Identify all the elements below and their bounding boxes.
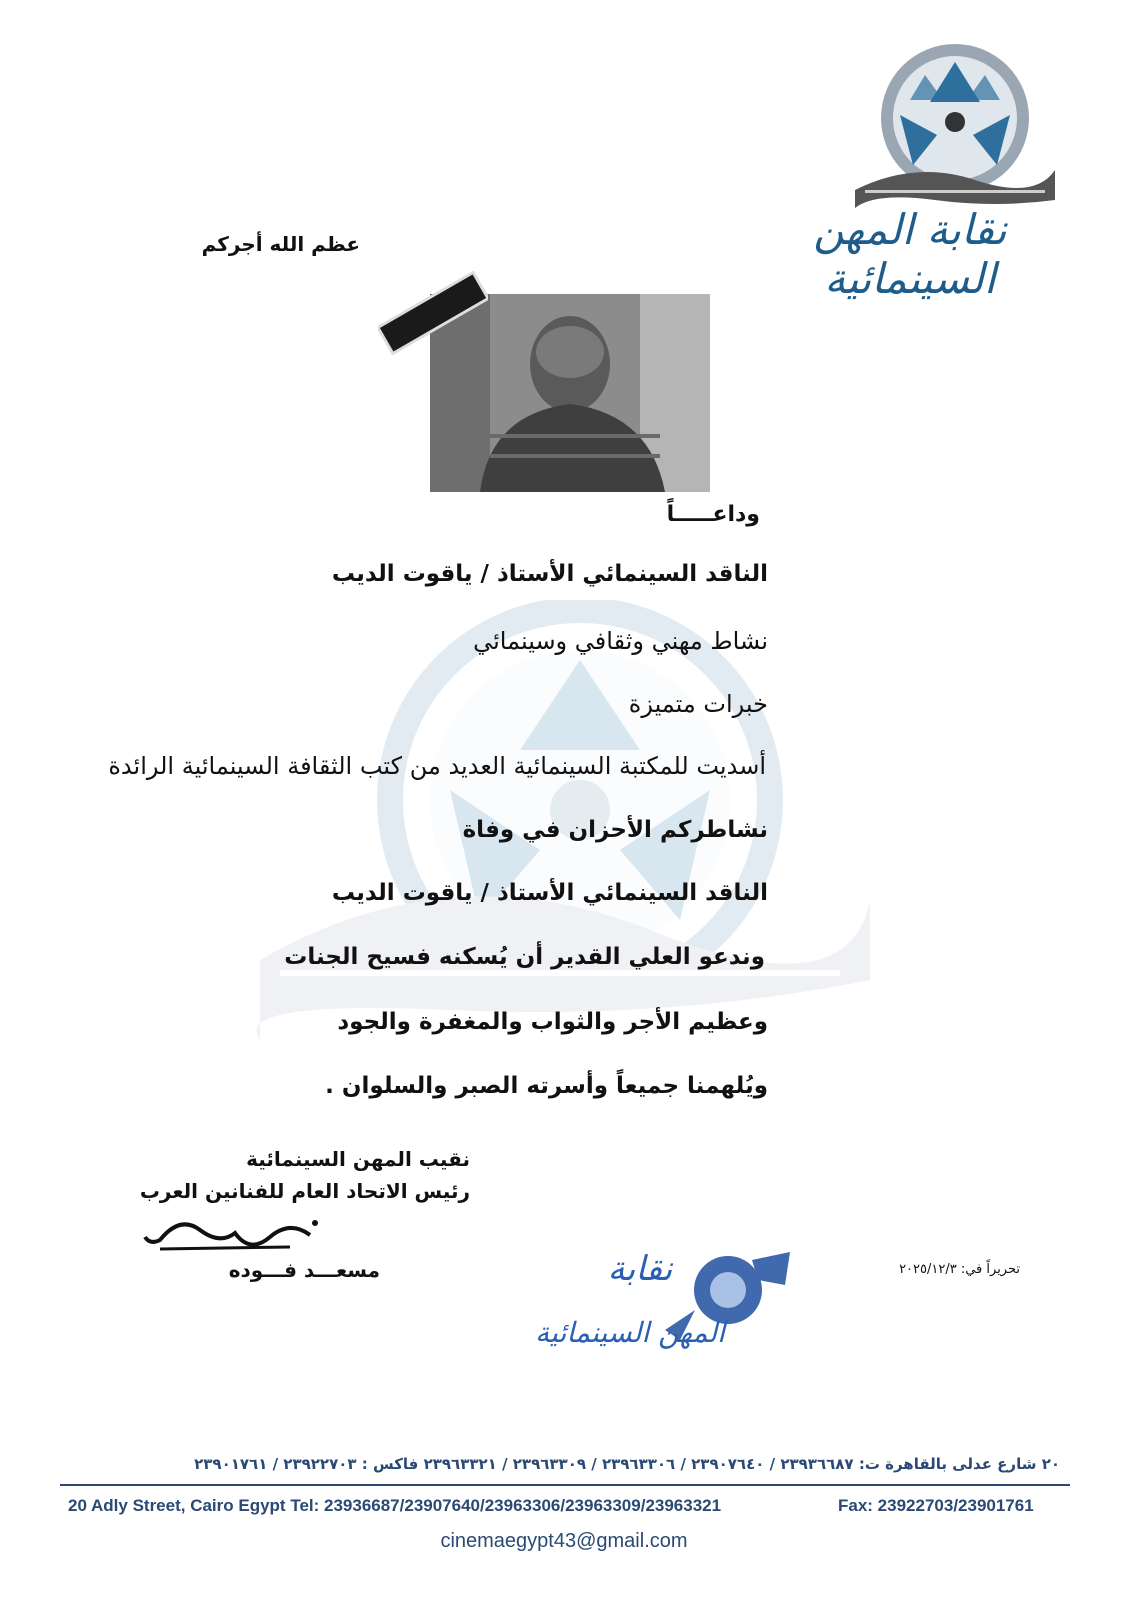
english-address: 20 Adly Street, Cairo Egypt Tel: 23936687/23907640/23963306/23963309/23963321 xyxy=(68,1496,722,1515)
english-fax: Fax: 23922703/23901761 xyxy=(838,1496,1034,1515)
mourning-ribbon xyxy=(378,268,488,358)
signer-title-2: رئيس الاتحاد العام للفنانين العرب xyxy=(139,1179,470,1203)
stamp-text-1: نقابة xyxy=(607,1249,673,1289)
date-value: ٢٠٢٥/١٢/٣ xyxy=(899,1262,957,1277)
issue-date xyxy=(850,1262,1020,1277)
org-name-logo: نقابة المهن السينمائية xyxy=(813,205,1007,303)
signer-name: مسعـــد فـــوده xyxy=(228,1258,380,1282)
farewell-heading: وداعـــــاً xyxy=(666,502,760,527)
stamp-text-2: المهن السينمائية xyxy=(535,1316,725,1349)
condolence-heading: عظم الله أجركم xyxy=(201,232,360,256)
share-grief-line: نشاطركم الأحزان في وفاة xyxy=(462,817,768,843)
film-reel-icon xyxy=(855,40,1055,210)
critic-name-line-2: الناقد السينمائي الأستاذ / ياقوت الديب xyxy=(331,880,768,906)
footer-email: cinemaegypt43@gmail.com xyxy=(440,1530,688,1552)
date-label: تحريراً في: xyxy=(960,1262,1020,1277)
signer-title-1: نقيب المهن السينمائية xyxy=(246,1147,470,1171)
prayer-line-3: ويُلهمنا جميعاً وأسرته الصبر والسلوان . xyxy=(325,1073,768,1099)
contribution-line: أسديت للمكتبة السينمائية العديد من كتب الثقافة السينمائية الرائدة xyxy=(108,752,766,780)
footer-english-address xyxy=(68,1496,1068,1516)
footer-arabic-address: ٢٠ شارع عدلى بالقاهرة ت: ٢٣٩٣٦٦٨٧ / ٢٣٩٠٧٦٤٠ / ٢٣٩٦٣٣٠٦ / ٢٣٩٦٣٣٠٩ / ٢٣٩٦٣٣٢١ فاكس : ٢٣٩٢٢٧٠٣ / ٢٣٩٠١٧٦١ xyxy=(194,1455,1060,1473)
experience-line: خبرات متميزة xyxy=(628,690,768,718)
prayer-line-2: وعظيم الأجر والثواب والمغفرة والجود xyxy=(337,1009,768,1035)
critic-name-line: الناقد السينمائي الأستاذ / ياقوت الديب xyxy=(331,561,768,587)
footer-divider xyxy=(60,1484,1070,1486)
signature-block xyxy=(90,1143,470,1207)
official-stamp xyxy=(490,1230,820,1360)
activity-line: نشاط مهني وثقافي وسينمائي xyxy=(473,627,768,655)
prayer-line-1: وندعو العلي القدير أن يُسكنه فسيح الجنات xyxy=(284,944,765,970)
